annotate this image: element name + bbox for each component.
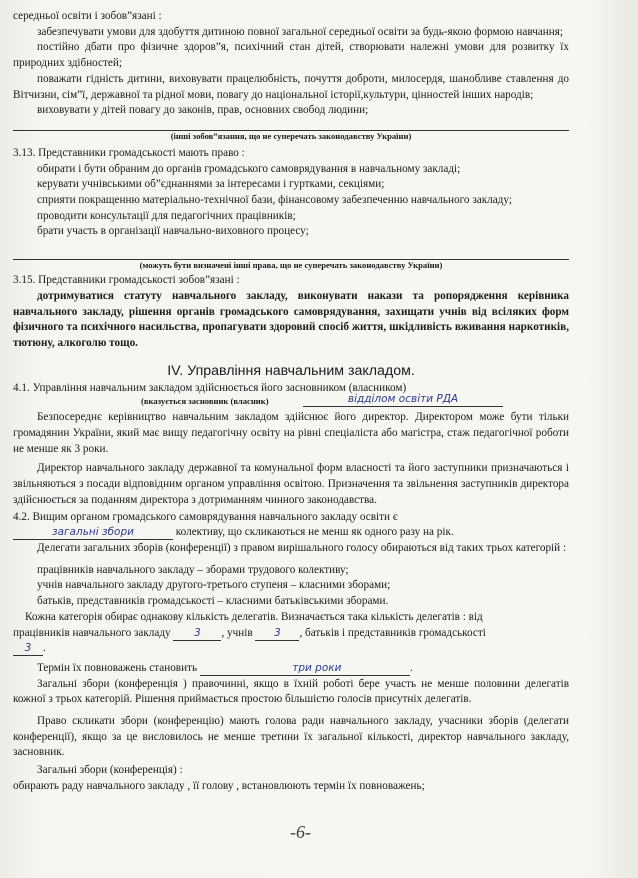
- list-item: брати участь в організації навчально-виховного процесу;: [37, 225, 309, 238]
- list-item: працівників навчального закладу – зборами трудового колективу;: [37, 563, 349, 576]
- note: (інші зобов”язання, що не суперечать законодавству України): [170, 130, 412, 141]
- paragraph: обирають раду навчального закладу , її голову , встановлюють термін їх повноважень;: [13, 779, 425, 792]
- paragraph: виховувати у дітей повагу до законів, прав, основних свобод людини;: [37, 104, 369, 117]
- paragraph: постійно дбати про фізичне здоров”я, психічний стан дітей, створювати належні умови для розвитку їх природних здібностей;: [13, 41, 569, 70]
- list-item: обирати і бути обраним до органів громадського самоврядування в навчальному закладі;: [37, 162, 461, 175]
- chapter-heading: IV. Управління навчальним закладом.: [167, 362, 415, 379]
- founder-line: [13, 393, 569, 410]
- note: (можуть бути визначені інші права, що не суперечать законодавству України): [139, 260, 443, 271]
- text-line: [13, 525, 569, 541]
- paragraph: Директор навчального закладу державної та комунальної форм власності та його заступники призначаються і звільняються з посади відповідним органом управління освітою. Призначення та звільнення заступників директора здійснюється за поданням директора з дотриманням чинного законодавства.: [13, 462, 569, 506]
- section-heading: 3.15. Представники громадськості зобов”язані :: [13, 274, 240, 287]
- text-line: [13, 626, 569, 642]
- section-heading: 4.2. Вищим органом громадського самоврядування навчального закладу освіти є: [13, 510, 398, 523]
- text-fragment: колективу, що скликаються не менш як одного разу на рік.: [175, 526, 454, 539]
- handwritten-term: три роки: [200, 662, 410, 676]
- handwritten-founder: відділом освіти РДА: [303, 393, 503, 407]
- handwritten-count: 3: [255, 627, 299, 641]
- paragraph: Загальні збори (конференція ) правочинні, якщо в їхній роботі бере участь не менше половини делегатів кожної з трьох категорій. Рішення приймається простою більшістю голосів присутніх делегатів.: [13, 677, 569, 706]
- text-line: середньої освіти і зобов”язані :: [13, 10, 162, 22]
- paragraph: забезпечувати умови для здобуття дитиною повної загальної середньої освіти за будь-якою формою навчання;: [37, 25, 564, 38]
- paragraph: Загальні збори (конференція) :: [37, 764, 183, 777]
- handwritten-count: 3: [173, 627, 221, 641]
- list-item: керувати учнівськими об”єднаннями за інтересами і гуртками, секціями;: [37, 178, 385, 191]
- note: (вказується засновник (власник): [141, 396, 269, 407]
- list-item: сприяти покращенню матеріально-технічної бази, фінансовому забезпеченню навчального закладу;: [37, 194, 512, 207]
- paragraph: Безпосереднє керівництво навчальним закладом здійснює його директор. Директором може бути тільки громадянин України, який має вищу педагогічну освіту на рівні спеціаліста або магістра, стаж педагогічної роботи не менше як 3 роки.: [13, 411, 569, 455]
- list-item: батьків, представників громадськості – класними батьківськими зборами.: [37, 595, 389, 608]
- document-body: [13, 0, 569, 795]
- section-heading: 3.13. Представники громадськості мають право :: [13, 146, 245, 159]
- text-line: Термін їх повноважень становить три роки .: [37, 661, 413, 674]
- paragraph: Делегати загальних зборів (конференції) з правом вирішального голосу обираються від таких трьох категорій :: [37, 541, 567, 554]
- list-item: учнів навчального закладу другого-третього ступеня – класними зборами;: [37, 579, 391, 592]
- section-heading: 4.1. Управління навчальним закладом здійснюється його засновником (власником): [13, 381, 407, 394]
- paragraph: поважати гідність дитини, виховувати працелюбність, почуття доброти, милосердя, шанобливе ставлення до Вітчизни, сім”ї, державної та рідної мови, повагу до національної історії,культури, цінностей інших народів;: [13, 72, 569, 101]
- page-number: -6-: [290, 822, 311, 842]
- text-fragment: працівників навчального закладу 3 , учнів 3 , батьків і представників громадськості: [13, 626, 486, 639]
- handwritten-body: загальні збори: [13, 526, 173, 540]
- paragraph: Право скликати збори (конференцію) мають голова ради навчального закладу, учасники зборів (делегати конференції), якщо за це висловилось не менше третини їх загальної кількості, директор навчального закладу, засновник.: [13, 715, 569, 759]
- text-line: 3 .: [13, 641, 569, 657]
- paragraph: Кожна категорія обирає однакову кількість делегатів. Визначається така кількість делегатів : від: [25, 610, 483, 623]
- handwritten-count: 3: [13, 642, 43, 656]
- list-item: проводити консультації для педагогічних працівників;: [37, 209, 296, 222]
- paragraph: дотримуватися статуту навчального закладу, виконувати накази та ропорядження керівника навчального закладу, рішення органів громадського самоврядування, захищати учнів від всіляких форм фізичного та психічного насильства, пропагувати здоровий спосіб життя, шкідливість вживання наркотиків, тютюну, алкоголю тощо.: [13, 289, 569, 349]
